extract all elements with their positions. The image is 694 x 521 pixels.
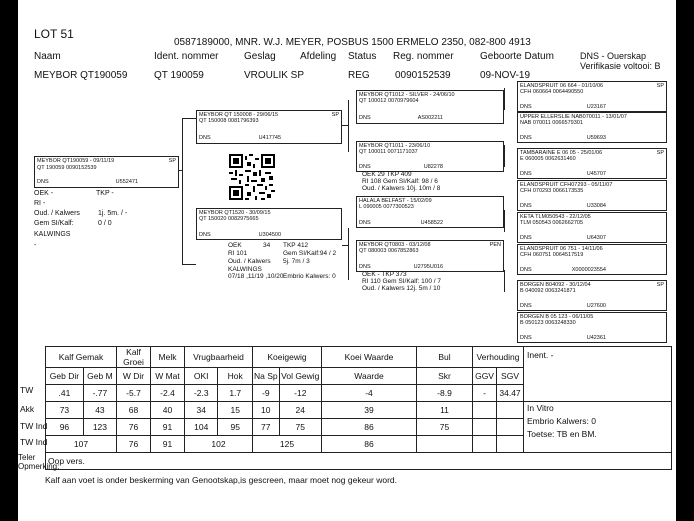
- animal-ri: RI -: [34, 200, 46, 207]
- animal-gender: VROULIK SP: [244, 70, 305, 81]
- performance-table: Kalf Gemak Kalf Groei Melk Vrugbaarheid Koeigewig Koei Waarde Bul Verhouding Inent. - Geb Dir Geb M W Dir W Mat OKI Hok Na Sp Vol Gewig Waarde Skr GGV SGV .41 -.77 -5.7 -2.4 -2.3 1.7 -9 -12 -4 -8.9 - 34.47 73 43 68 40 34 15 10 24 39 11 In Vitro Embrio Kalwers: 0 Toetse: TB en BM. 96 123 76 91 104 95 77 75 86 75 107 76 91 102 125 86 Oop vers.: [45, 346, 672, 470]
- pedigree-certificate: LOT 51 0587189000, MNR. W.J. MEYER, POSBUS 1500 ERMELO 2350, 082-800 4913 Naam Ident. nommer Geslag Afdeling Status Reg. nommer Geboorte Datum DNS - Ouerskap Verifikasie voltooi: B MEYBOR QT190059 QT 190059 VROULIK SP REG 0090152539 09-NOV-19 MEYBOR QT190059 - 09/11/19 SP QT 190059 0090152539 DNS U552471 OEK - TKP - RI - Oud. / Kalwers 1j. 5m. / - Gem SI/Kalf: 0 / 0 KALWINGS - MEYBOR QT 150008 - 29/06/15 SP QT 150008 0081796393 DNS U417745 MEYBOR QT1520 - 30/09/15 QT 150020 0082975665 DNS U304500 OEK 34 TKP 412 RI 101 Gem SI/Kalf:94 / 2 Oud. / Kalwers 5j. 7m / 3 KALWINGS 07/18 ,11/19 ,10/20 Embrio Kalwers: 0 MEYBOR QT1012 - SILVER - 24/06/10 QT 100012 0070979604 DNS AS002211 MEYBOR QT1011 - 23/06/10 QT 100011 0071171037 DNS U82278 OEK 29 TKP 409 RI 108 Gem SI/Kalf: 98 / 6 Oud. / Kalwers 10j. 10m / 8 HALALA BELFAST - 15/02/09 L 090005 0077300523 DNS U458522 MEYBOR QT0803 - 03/12/08 PEN QT 080003 0067852863 DNS U2795U016 OEK - TKP 373 RI 110 Gem SI/Kalf: 100 / 7 Oud. / Kalwers 12j. 5m / 10 ELANDSPRUIT 06 664 - 01/10/06 SP CFH 060664 0064490550 DNS U23167 UPPER ELLERSLIE NAB070011 - 13/01/07 NAB 070011 0066579301 DNS U59693 TAMBARAINE E 06 05 - 25/01/06 SP E 060005 0062631460 DNS U45707 ELANDSPRUIT CFH07293 - 05/11/07 CFH 070293 0066173535 DNS U33084 KETA TLM050543 - 22/12/05 TLM 050543 0062662705 DNS U64307 ELANDSPRUIT 06 751 - 14/11/06 CFH 060751 0064517519 DNS X0000023554 BORGEN B04092 - 30/12/04 SP B 040092 0063241871 DNS U27600 BORGEN B 05 123 - 06/11/05 B 050123 0063248330 DNS U42361 Kalf Gemak Kalf Groei Melk Vrugbaarheid Koeigewig Koei Waarde Bul Verhouding Inent. - Geb Dir Geb M W Dir W Mat OKI Hok Na Sp Vol Gewig Waarde Skr GGV SGV .41 -.77 -5.7 -2.4 -2.3 1.7 -9 -12 -4 -8.9 - 34.47 73 43 68 40 34 15 10 24 39 11 In Vitro Embrio Kalwers: 0 Toetse: TB en BM. 96 123 76 91 104 95 77 75 86 75 107 76 91 102 125 86 Oop vers. TW Akk TW Ind TW Ind Teler Opmerking: Kalf aan voet is onder beskerming van Genootskap,is gescreen, maar moet nog gekeur word.: [18, 0, 676, 521]
- verified-label: Verifikasie voltooi: B: [580, 61, 661, 71]
- animal-pedigree-box: MEYBOR QT190059 - 09/11/19 SP QT 190059 0090152539 DNS U552471: [34, 156, 179, 188]
- gd-maternal-box: MEYBOR QT0803 - 03/12/08 PEN QT 080003 0067852863 DNS U2795U016: [356, 240, 504, 272]
- gs-paternal-box: MEYBOR QT1012 - SILVER - 24/06/10 QT 100012 0070979604 DNS AS002211: [356, 90, 504, 124]
- animal-kalwings: KALWINGS: [34, 231, 71, 238]
- col-reg: Reg. nommer: [393, 51, 454, 62]
- animal-calves-val: 1j. 5m. / -: [98, 210, 128, 217]
- animal-status: REG: [348, 70, 370, 81]
- animal-calves: Oud. / Kalwers: [34, 210, 80, 217]
- col-status: Status: [348, 51, 377, 62]
- dam-box: MEYBOR QT1520 - 30/09/15 QT 150020 0082975665 DNS U304500: [196, 208, 342, 240]
- animal-reg: 0090152539: [395, 70, 451, 81]
- animal-kalwings-val: -: [34, 242, 37, 249]
- ggp-box-8: BORGEN B 05 123 - 06/11/05 B 050123 0063248330 DNS U42361: [517, 312, 667, 343]
- animal-ident: QT 190059: [154, 70, 204, 81]
- lot-number: LOT 51: [34, 27, 74, 41]
- ggp-box-1: ELANDSPRUIT 06 664 - 01/10/06 SP CFH 060664 0064490550 DNS U23167: [517, 81, 667, 112]
- gd-paternal-box: MEYBOR QT1011 - 23/06/10 QT 100011 0071171037 DNS U82278: [356, 141, 504, 172]
- col-section: Afdeling: [300, 51, 337, 62]
- ggp-box-7: BORGEN B04092 - 30/12/04 SP B 040092 0063241871 DNS U27600: [517, 280, 667, 311]
- ggp-box-4: ELANDSPRUIT CFH07293 - 05/11/07 CFH 070293 0066173535 DNS U33084: [517, 180, 667, 211]
- animal-gem: Gem SI/Kalf:: [34, 220, 74, 227]
- animal-name: MEYBOR QT190059: [34, 70, 128, 81]
- sire-box: MEYBOR QT 150008 - 29/06/15 SP QT 150008 0081796393 DNS U417745: [196, 110, 342, 144]
- ggp-box-6: ELANDSPRUIT 06 751 - 14/11/06 CFH 060751 0064517519 DNS X0000023554: [517, 244, 667, 275]
- ggp-box-3: TAMBARAINE E 06 05 - 25/01/06 SP E 060005 0062631460 DNS U45707: [517, 148, 667, 179]
- breeder-line: 0587189000, MNR. W.J. MEYER, POSBUS 1500 ERMELO 2350, 082-800 4913: [174, 37, 531, 48]
- qr-code: [229, 154, 275, 200]
- ggp-box-5: KETA TLM050543 - 22/12/05 TLM 050543 0062662705 DNS U64307: [517, 212, 667, 243]
- col-gender: Geslag: [244, 51, 276, 62]
- animal-dob: 09-NOV-19: [480, 70, 531, 81]
- animal-gem-val: 0 / 0: [98, 220, 112, 227]
- gs-maternal-box: HALALA BELFAST - 15/02/09 L 090005 0077300523 DNS U458522: [356, 196, 504, 228]
- animal-oek: OEK -: [34, 190, 54, 197]
- ggp-box-2: UPPER ELLERSLIE NAB070011 - 13/01/07 NAB 070011 0066579301 DNS U59693: [517, 112, 667, 143]
- col-dob: Geboorte Datum: [480, 51, 554, 62]
- dns-label: DNS - Ouerskap: [580, 51, 647, 61]
- footer-note: Kalf aan voet is onder beskerming van Genootskap,is gescreen, maar moet nog gekeur word.: [45, 475, 397, 485]
- col-ident: Ident. nommer: [154, 51, 219, 62]
- col-name: Naam: [34, 51, 61, 62]
- animal-tkp: TKP -: [96, 190, 114, 197]
